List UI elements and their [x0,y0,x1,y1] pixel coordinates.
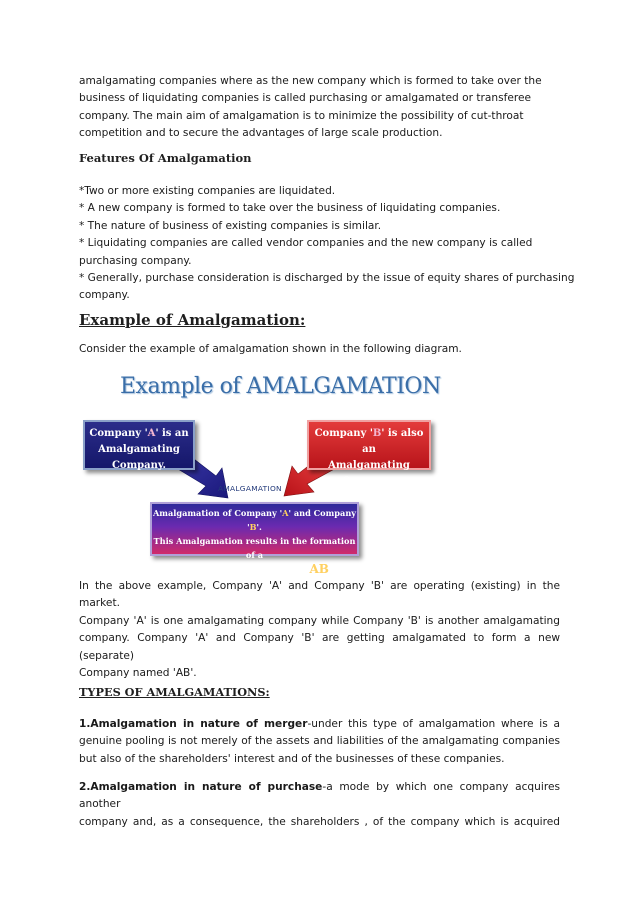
type-2-line2: company and, as a consequence, the shareholders , of the company which is acquired [79,815,560,828]
features-list [79,183,575,305]
explanation-line: Company named 'AB'. [79,667,197,680]
type-1-line2: genuine pooling is not merely of the assets and liabilities of the amalgamating companies [79,735,560,748]
types-heading: TYPES OF AMALGAMATIONS: [79,685,270,699]
feature-line: * Generally, purchase consideration is discharged by the issue of equity shares of purchasing [79,272,575,285]
merge-letter-a: A [282,508,289,518]
merge-line3 [152,562,357,577]
company-a-pre: Company ' [89,428,148,439]
intro-line: company. The main aim of amalgamation is to minimize the possibility of cut-throat [79,109,524,122]
features-heading: Features Of Amalgamation [79,151,252,165]
type-1-paragraph [79,716,560,768]
type-1-term: 1.Amalgamation in nature of merger [79,718,308,730]
merge-line2: This Amalgamation results in the formation of a [153,536,356,560]
intro-paragraph [79,73,560,143]
merge-letter-b: B [249,522,257,532]
explanation-line: Company 'A' is one amalgamating company while Company 'B' is another amalgamating [79,614,560,627]
merge-line1-pre: Amalgamation of Company ' [152,508,283,518]
intro-line: competition and to secure the advantages of large scale production. [79,127,443,140]
type-1-rest: -under this type of amalgamation where is a [307,718,561,730]
company-a-post: ' is an [155,428,189,439]
merge-line3-pre: new Amalgamated Company ' [174,565,310,575]
type-2-rest: -a mode by which one company acquires another [79,781,560,811]
company-a-line1 [85,426,193,442]
feature-line: * Liquidating companies are called vendor companies and the new company is called [79,237,533,250]
company-a-line2: Amalgamating Company. [98,444,180,471]
explanation-line: In the above example, Company 'A' and Company 'B' are operating (existing) in the market. [79,580,560,610]
explanation-paragraph [79,578,560,682]
type-2-line1 [79,779,560,814]
company-b-pre: Company ' [314,428,373,439]
company-a-box [83,420,195,470]
example-heading: Example of Amalgamation: [79,311,306,329]
example-intro: Consider the example of amalgamation shown in the following diagram. [79,343,462,355]
company-b-box [307,420,431,487]
type-2-term: 2.Amalgamation in nature of purchase [79,781,323,793]
merge-line1-post: '. [256,522,262,532]
merge-line1-mid: ' and Company ' [247,508,357,532]
feature-line: * The nature of business of existing companies is similar. [79,219,382,232]
feature-line: *Two or more existing companies are liquidated. [79,185,336,197]
feature-line: * A new company is formed to take over the business of liquidating companies. [79,202,501,215]
company-a-letter: A [147,428,156,439]
explanation-line: company. Company 'A' and Company 'B' are getting amalgamated to form a new (separate) [79,632,560,662]
intro-line: business of liquidating companies is called purchasing or amalgamated or transferee [79,92,531,105]
company-b-line2: Amalgamating Company. [328,460,410,487]
feature-line: company. [79,289,130,302]
company-b-letter: B [372,428,382,439]
type-1-line1 [79,716,560,733]
company-b-post: ' is also an [362,428,424,455]
diagram-title: Example of AMALGAMATION [120,374,441,399]
merge-line3-post: '. [328,565,335,575]
amalgamation-diagram [78,368,441,576]
intro-line: amalgamating companies where as the new company which is formed to take over the [79,75,542,87]
feature-line: purchasing company. [79,254,192,267]
type-2-paragraph [79,779,560,831]
merged-company-box [150,502,359,576]
type-1-line3: but also of the shareholders' interest and of the businesses of these companies. [79,752,505,765]
merge-line1 [152,506,357,534]
company-b-line1 [309,426,429,458]
amalgamation-label: AMALGAMATION [218,484,282,493]
merge-letters-ab: AB [309,562,329,576]
